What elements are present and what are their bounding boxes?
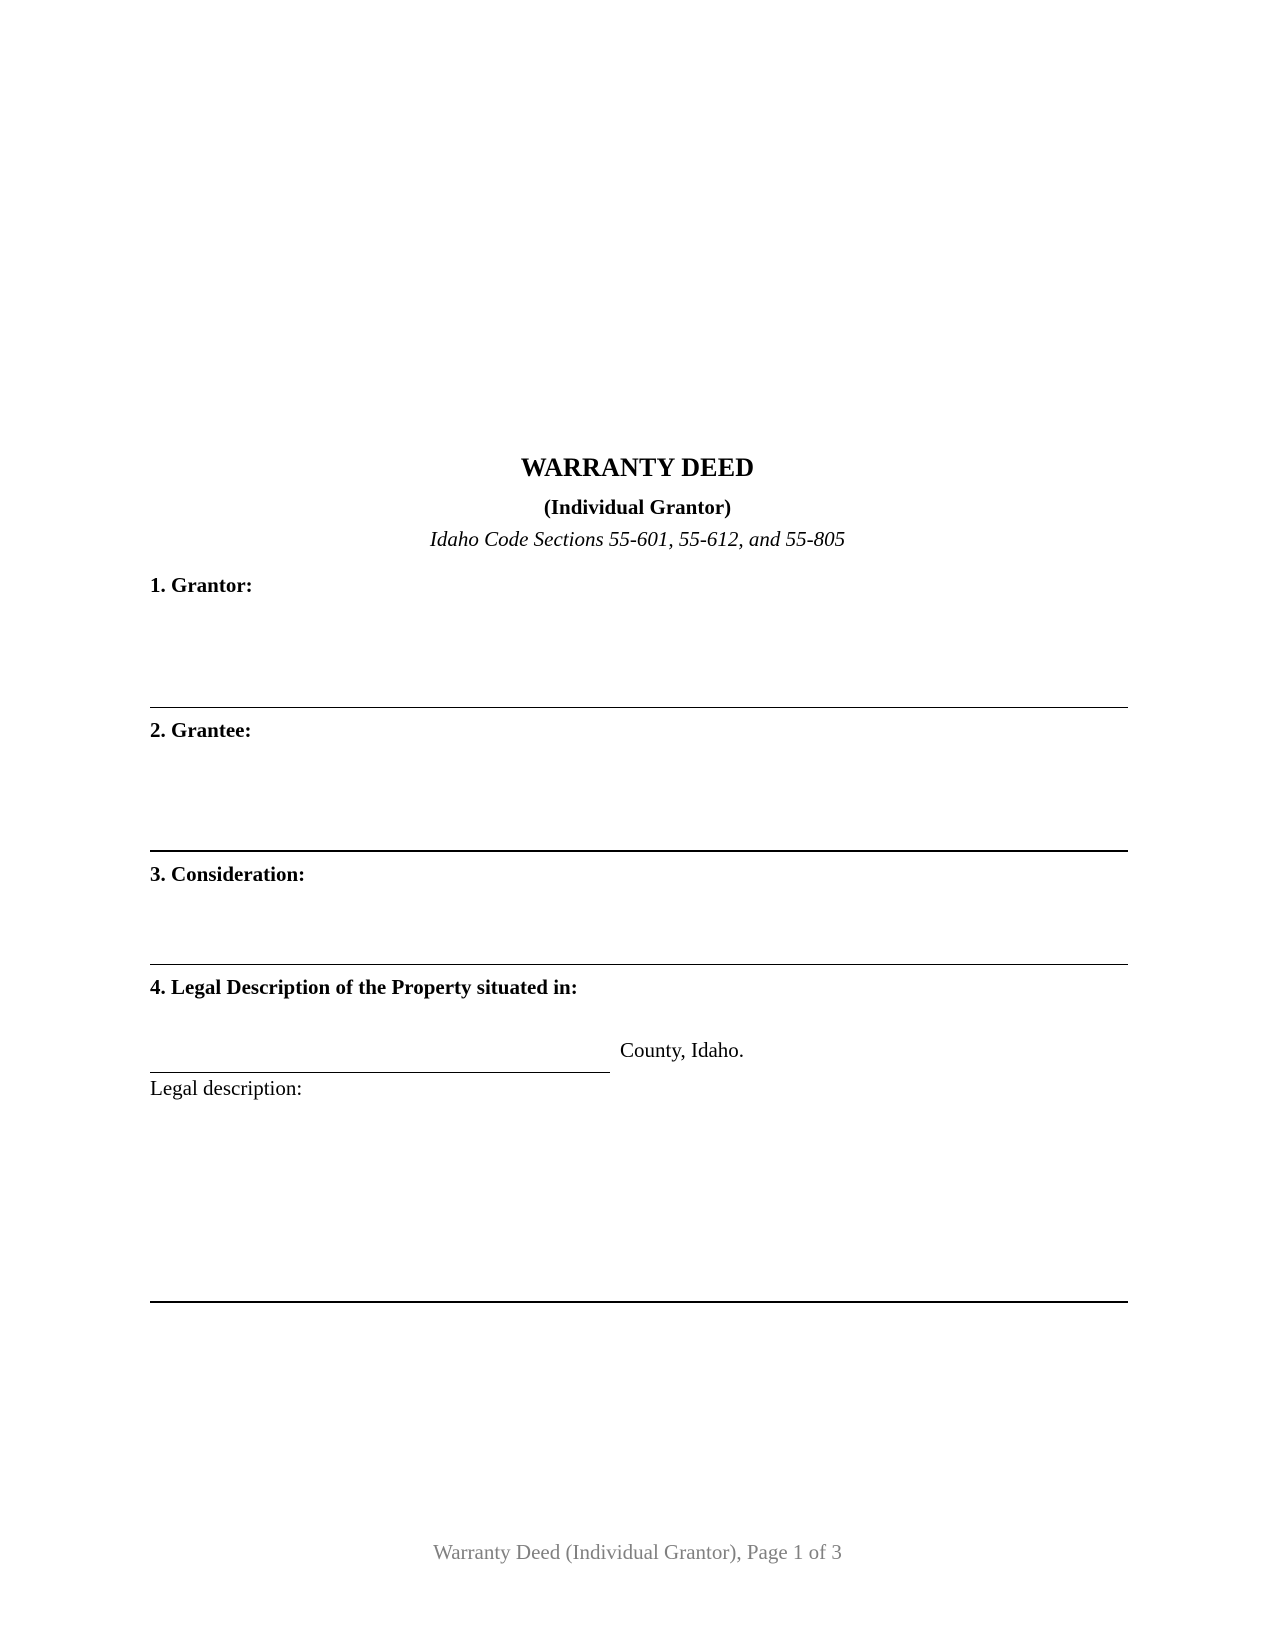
- document-title: WARRANTY DEED: [520, 453, 755, 482]
- document-subtitle: (Individual Grantor): [543, 495, 732, 519]
- county-entry-line[interactable]: [150, 1072, 610, 1073]
- legal-description-entry-line[interactable]: [150, 1301, 1128, 1303]
- grantee-heading: 2. Grantee:: [150, 718, 252, 742]
- grantor-entry-line[interactable]: [150, 707, 1128, 708]
- legal-description-label: Legal description:: [150, 1076, 303, 1100]
- legal-description-heading: 4. Legal Description of the Property situated in:: [150, 975, 578, 999]
- consideration-entry-line[interactable]: [150, 964, 1128, 965]
- statute-citation: Idaho Code Sections 55-601, 55-612, and 55-805: [429, 527, 846, 551]
- grantor-heading: 1. Grantor:: [150, 573, 253, 597]
- page-footer: Warranty Deed (Individual Grantor), Page 1 of 3: [433, 1540, 842, 1564]
- consideration-heading: 3. Consideration:: [150, 862, 306, 886]
- grantee-entry-line[interactable]: [150, 850, 1128, 852]
- county-suffix-text: County, Idaho.: [620, 1038, 745, 1062]
